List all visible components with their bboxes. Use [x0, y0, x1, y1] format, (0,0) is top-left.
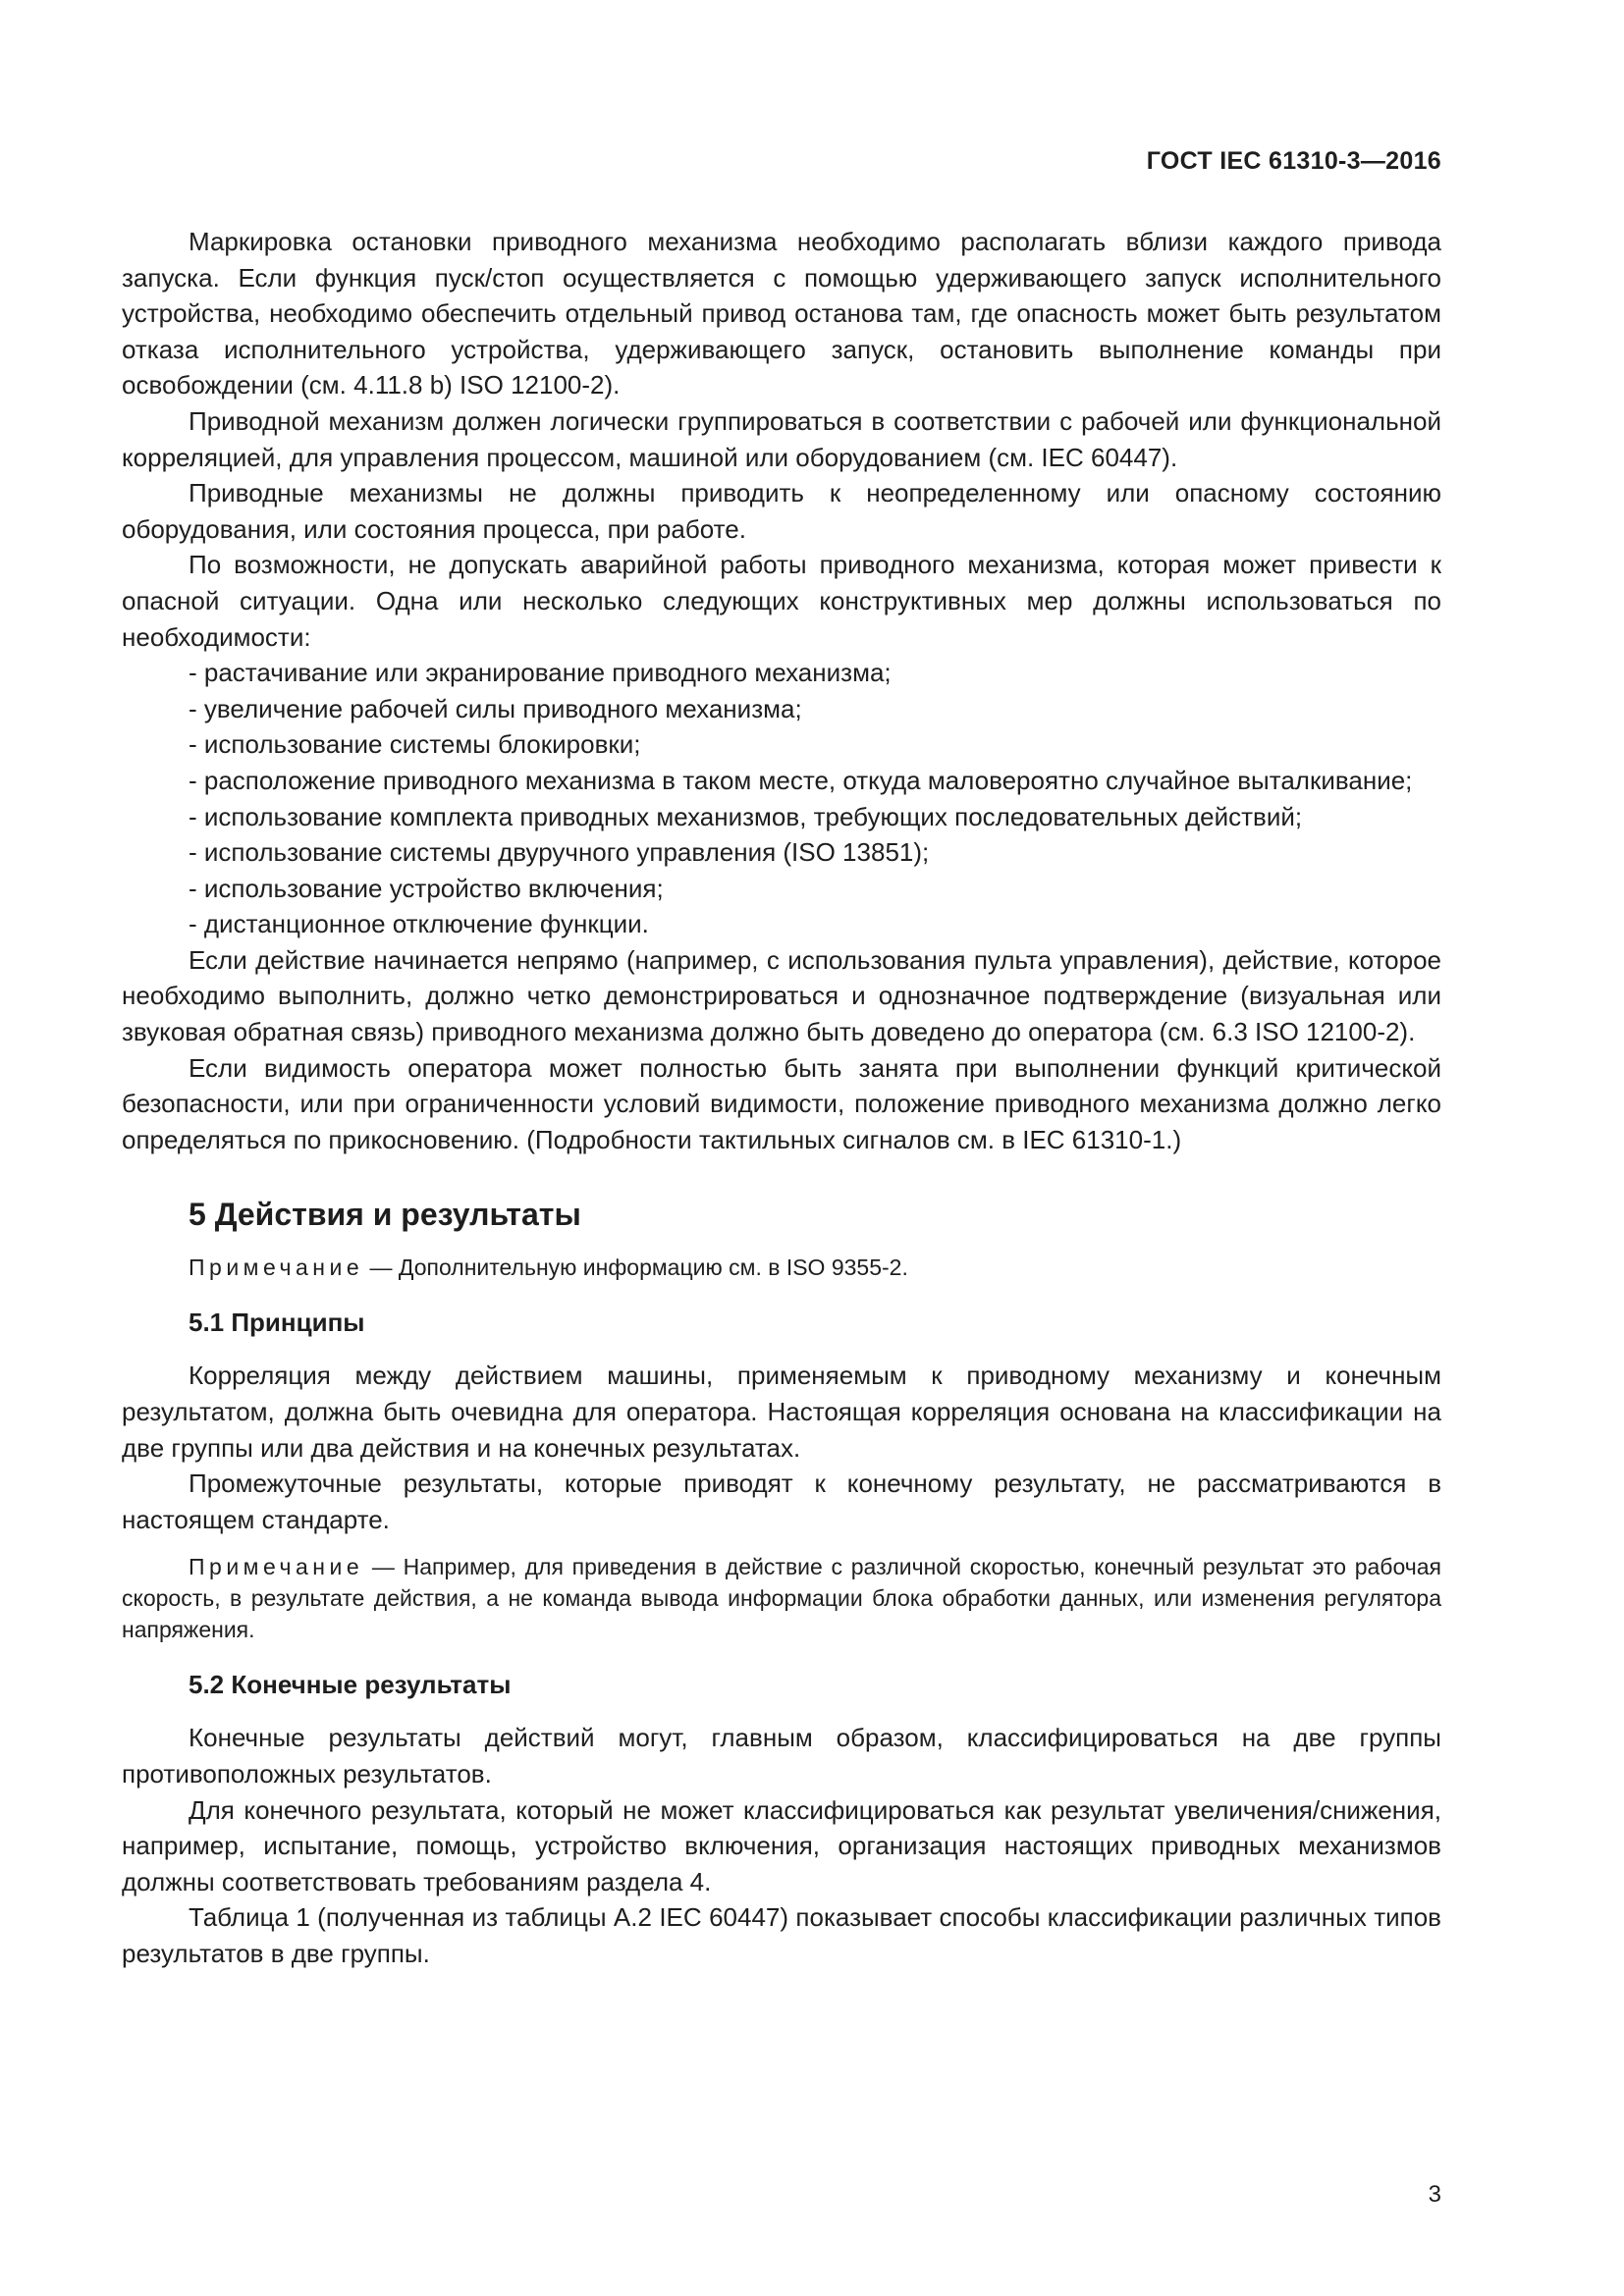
note — [122, 1551, 1441, 1645]
list-item: - расположение приводного механизма в таком месте, откуда маловероятно случайное выталкивание; — [189, 765, 1413, 795]
subsection-heading: 5.1 Принципы — [189, 1308, 365, 1338]
section-heading: 5 Действия и результаты — [189, 1197, 581, 1233]
list-item: - растачивание или экранирование приводного механизма; — [189, 658, 892, 688]
list-item: - увеличение рабочей силы приводного механизма; — [189, 693, 802, 723]
list-item: - использование системы двуручного управления (ISO 13851); — [189, 837, 930, 868]
paragraph: Приводные механизмы не должны приводить к неопределенному или опасному состоянию оборудования, или состояния процесса, при работе. — [122, 478, 1441, 544]
note-text: — Дополнительную информацию см. в ISO 9355-2. — [363, 1255, 908, 1281]
paragraph: По возможности, не допускать аварийной работы приводного механизма, которая может привести к опасной ситуации. Одна или несколько следующих конструктивных мер должны использоваться по необходимости: — [122, 550, 1441, 652]
list-item: - использование системы блокировки; — [189, 729, 641, 760]
page-content — [122, 224, 1441, 1972]
note-text: — Например, для приведения в действие с различной скоростью, конечный результат это рабочая скорость, в результате действия, а не команда вывода информации блока обработки данных, или изменения регулятора напряжения. — [122, 1554, 1441, 1643]
paragraph: Маркировка остановки приводного механизма необходимо располагать вблизи каждого привода запуска. Если функция пуск/стоп осуществляется с помощью удерживающего запуск исполнительного устройства, необходимо обеспечить отдельный привод останова там, где опасность может быть результатом отказа исполнительного устройства, удерживающего запуск, остановить выполнение команды при освобождении (см. 4.11.8 b) ISO 12100-2). — [122, 227, 1441, 400]
note — [122, 1252, 1441, 1283]
note-label: Примечание — [189, 1255, 364, 1281]
page-number: 3 — [1428, 2181, 1441, 2208]
paragraph: Если действие начинается непрямо (например, с использования пульта управления), действие, которое необходимо выполнить, должно четко демонстрироваться и однозначное подтверждение (визуальная или звуковая обратная связь) приводного механизма должно быть доведено до оператора (см. 6.3 ISO 12100-2). — [122, 944, 1441, 1047]
paragraph: Промежуточные результаты, которые приводят к конечному результату, не рассматриваются в настоящем стандарте. — [122, 1468, 1441, 1534]
note-label: Примечание — [189, 1554, 364, 1580]
paragraph: Конечные результаты действий могут, главным образом, классифицироваться на две группы противоположных результатов. — [122, 1723, 1441, 1789]
paragraph: Если видимость оператора может полностью быть занята при выполнении функций критической безопасности, или при ограниченности условий видимости, положение приводного механизма должно легко определяться по прикосновению. (Подробности тактильных сигналов см. в IEC 61310-1.) — [122, 1052, 1441, 1154]
document-code-header: ГОСТ IEC 61310-3—2016 — [1146, 147, 1441, 175]
list-item: - использование устройство включения; — [189, 873, 664, 903]
list-item: - дистанционное отключение функции. — [189, 909, 649, 939]
paragraph: Таблица 1 (полученная из таблицы А.2 IEC 60447) показывает способы классификации различных типов результатов в две группы. — [122, 1902, 1441, 1968]
paragraph: Корреляция между действием машины, применяемым к приводному механизму и конечным результатом, должна быть очевидна для оператора. Настоящая корреляция основана на классификации на две группы или два действия и на конечных результатах. — [122, 1361, 1441, 1463]
subsection-heading: 5.2 Конечные результаты — [189, 1670, 512, 1700]
paragraph: Приводной механизм должен логически группироваться в соответствии с рабочей или функциональной корреляцией, для управления процессом, машиной или оборудованием (см. IEC 60447). — [122, 405, 1441, 472]
paragraph: Для конечного результата, который не может классифицироваться как результат увеличения/снижения, например, испытание, помощь, устройство включения, организация настоящих приводных механизмов должны соответствовать требованиям раздела 4. — [122, 1794, 1441, 1896]
list-item: - использование комплекта приводных механизмов, требующих последовательных действий; — [189, 801, 1303, 831]
